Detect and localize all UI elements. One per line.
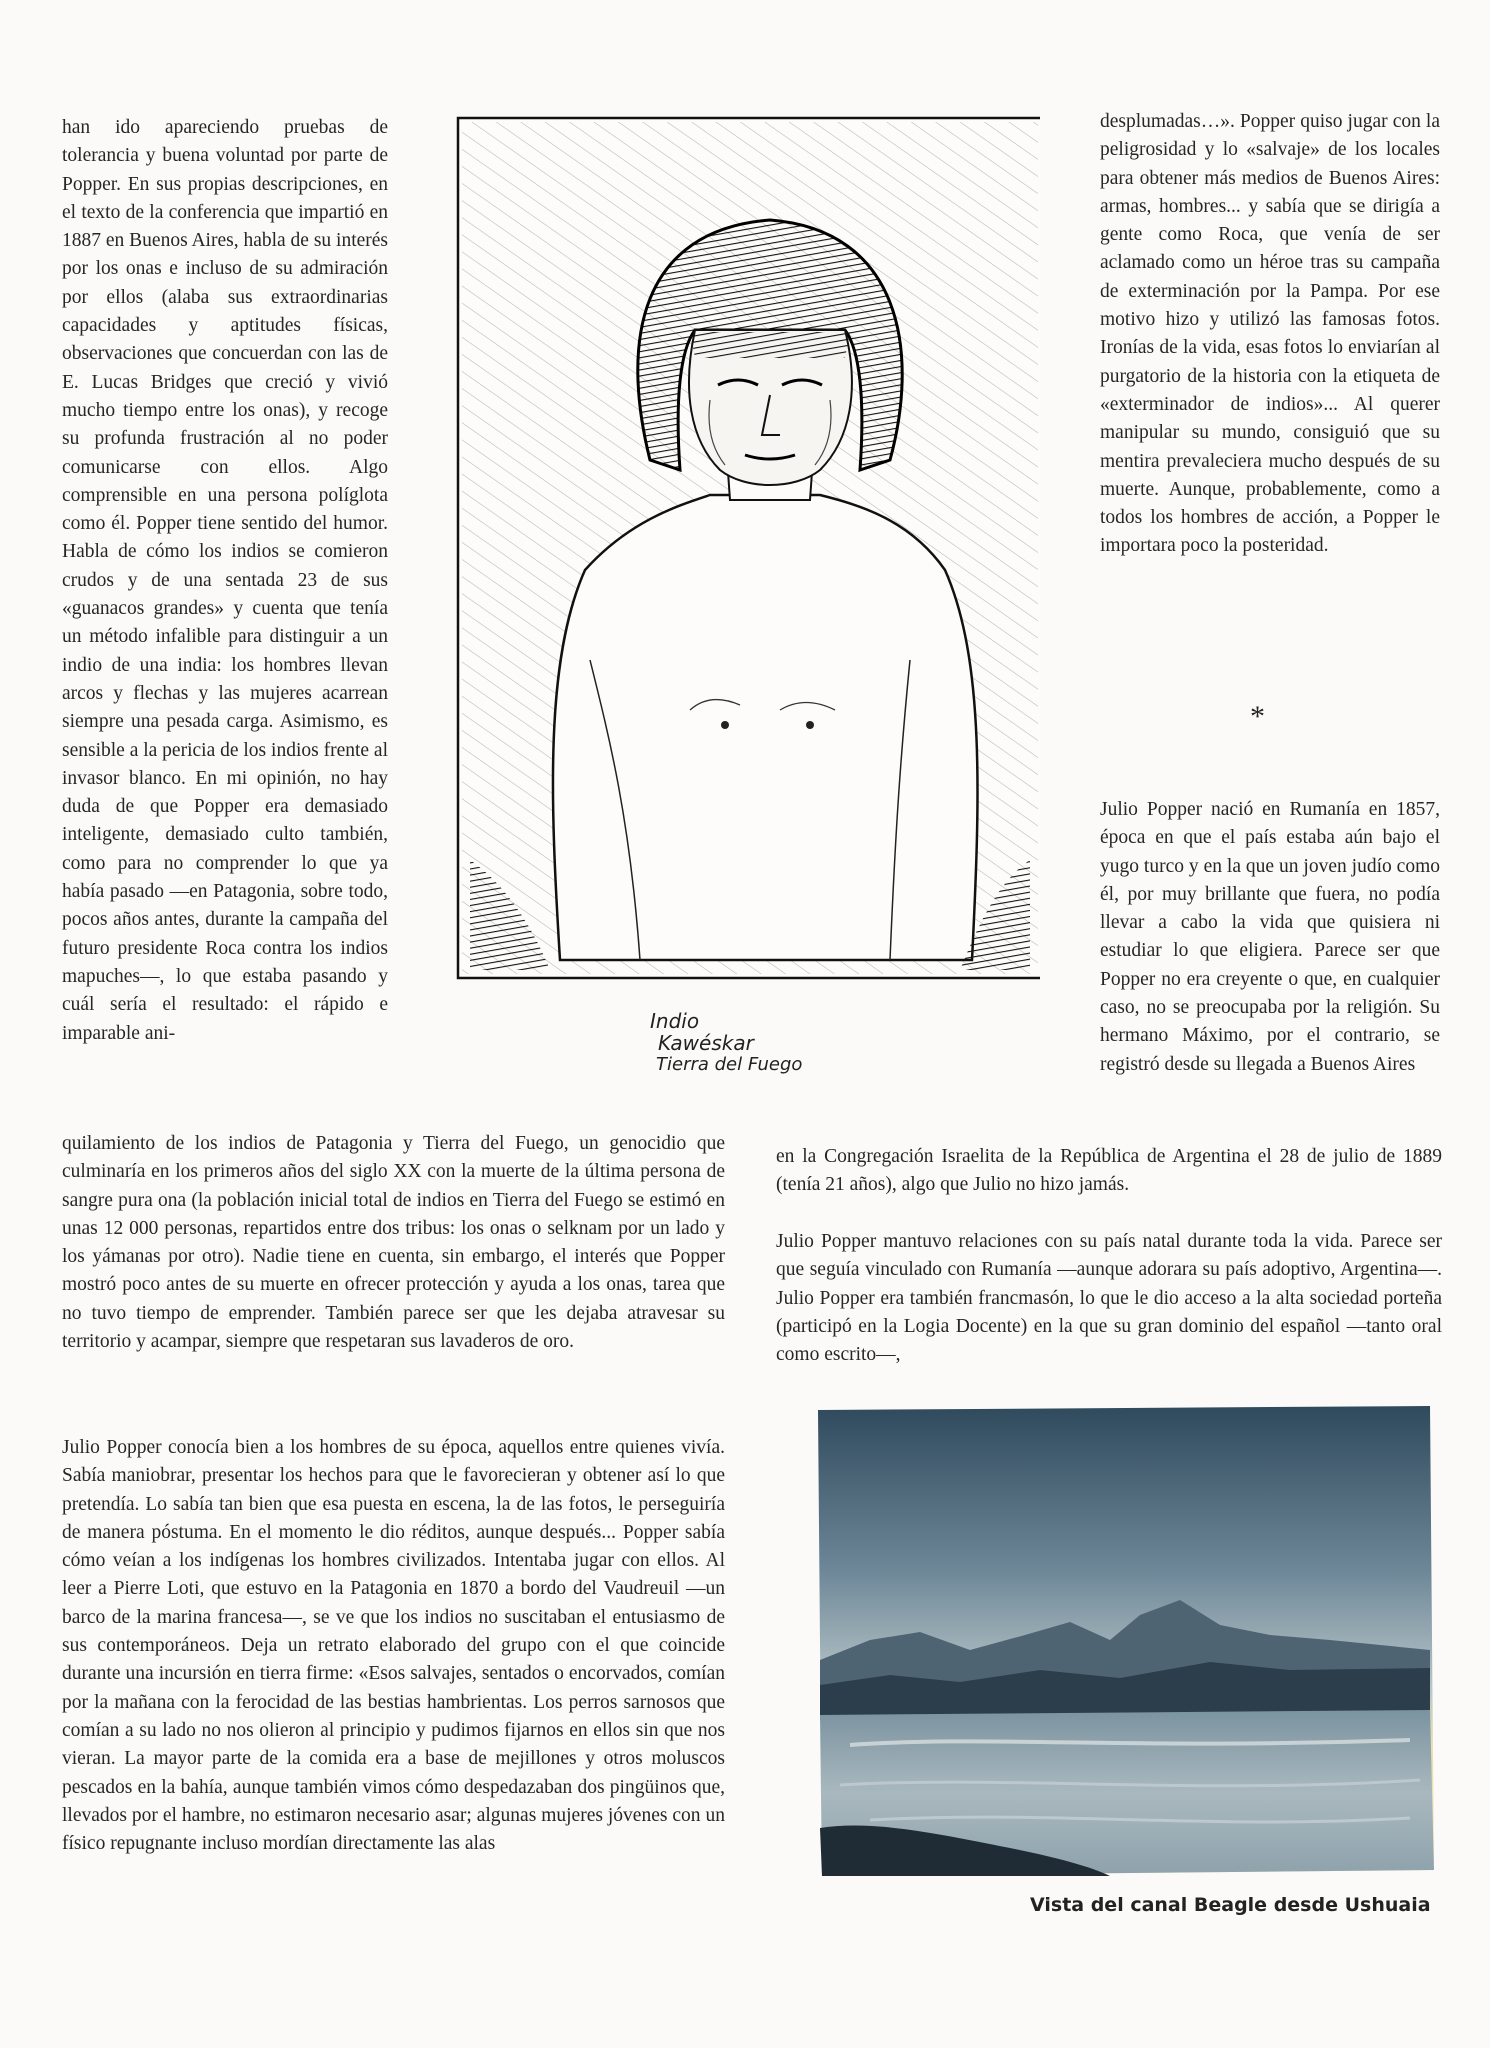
- section-separator: *: [1250, 700, 1265, 733]
- landscape-illustration: [810, 1400, 1440, 1890]
- right-wide-text-1: en la Congregación Israelita de la República de Argentina el 28 de julio de 1889 (tenía 21 años), algo que Julio no hizo jamás.: [776, 1146, 1442, 1196]
- left-wide-text-1: quilamiento de los indios de Patagonia y Tierra del Fuego, un genocidio que culminaría en los primeros años del siglo XX con la muerte de la última persona de sangre pura ona (la población inicial total de indios en Tierra del Fuego se estimó en unas 12 000 personas, repartidos entre dos tribus: los onas o selknam por un lado y los yámanas por otro). Nadie tiene en cuenta, sin embargo, el interés que Popper mostró poco antes de su muerte en ofrecer protección y ayuda a los onas, tarea que no tuvo tiempo de emprender. También parece ser que les dejaba atravesar su territorio y acampar, siempre que respetaran sus lavaderos de oro.: [62, 1133, 725, 1353]
- landscape-caption: Vista del canal Beagle desde Ushuaia: [1030, 1894, 1431, 1916]
- right-column-text-1: desplumadas…». Popper quiso jugar con la peligrosidad y lo «salvaje» de los locales para obtener más medios de Buenos Aires: armas, hombres... y sabía que se dirigía a gente como Roca, que venía de ser aclamado como un héroe tras su campaña de exterminación por la Pampa. Por ese motivo hizo y utilizó las famosas fotos. Ironías de la vida, esas fotos lo enviarían al purgatorio de la historia con la etiqueta de «exterminador de indios»... Al querer manipular su mundo, consiguió que su mentira prevaleciera mucho después de su muerte. Aunque, probablemente, como a todos los hombres de acción, a Popper le importara poco la posteridad.: [1100, 111, 1440, 557]
- right-wide-text-2: Julio Popper mantuvo relaciones con su país natal durante toda la vida. Parece ser que seguía vinculado con Rumanía —aunque adorara su país adoptivo, Argentina—. Julio Popper era también francmasón, lo que le dio acceso a la alta sociedad porteña (participó en la Logia Docente) en la que su gran dominio del español —tanto oral como escrito—,: [776, 1231, 1442, 1366]
- portrait-illustration: [440, 100, 1040, 1100]
- portrait-caption-line1: Indio: [650, 1009, 700, 1033]
- portrait-caption-line2: Kawéskar: [658, 1031, 754, 1055]
- right-column-text-2: Julio Popper nació en Rumanía en 1857, época en que el país estaba aún bajo el yugo turco y en la que un joven judío como él, por muy brillante que fuera, no podía llevar a cabo la vida que quisiera ni estudiar lo que eligiera. Parece ser que Popper no era creyente o que, en cualquier caso, no se preocupaba por la religión. Su hermano Máximo, por el contrario, se registró desde su llegada a Buenos Aires: [1100, 799, 1440, 1075]
- left-column-text: han ido apareciendo pruebas de tolerancia y buena voluntad por parte de Popper. En sus propias descripciones, en el texto de la conferencia que impartió en 1887 en Buenos Aires, habla de su interés por los onas e incluso de su admiración por ellos (alaba sus extraordinarias capacidades y aptitudes físicas, observaciones que concuerdan con las de E. Lucas Bridges que creció y vivió mucho tiempo entre los onas), y recoge su profunda frustración al no poder comunicarse con ellos. Algo comprensible en una persona políglota como él. Popper tiene sentido del humor. Habla de cómo los indios se comieron crudos y de una sentada 23 de sus «guanacos grandes» y cuenta que tenía un método infalible para distinguir a un indio de una india: los hombres llevan arcos y flechas y las mujeres acarrean siempre una pesada carga. Asimismo, es sensible a la pericia de los indios frente al invasor blanco. En mi opinión, no hay duda de que Popper era demasiado inteligente, demasiado culto también, como para no comprender lo que ya había pasado —en Patagonia, sobre todo, pocos años antes, durante la campaña del futuro presidente Roca contra los indios mapuches—, lo que estaba pasando y cuál sería el resultado: el rápido e imparable ani-: [62, 117, 389, 1044]
- portrait-caption-line3: Tierra del Fuego: [656, 1054, 803, 1075]
- portrait-caption: [648, 1010, 848, 1076]
- left-wide-text-2: Julio Popper conocía bien a los hombres de su época, aquellos entre quienes vivía. Sabía maniobrar, presentar los hechos para que le favorecieran y obtener así lo que pretendía. Lo sabía tan bien que esa puesta en escena, la de las fotos, le perseguiría de manera póstuma. En el momento le dio réditos, aunque después... Popper sabía cómo veían a los indígenas los hombres civilizados. Intentaba jugar con ellos. Al leer a Pierre Loti, que estuvo en la Patagonia en 1870 a bordo del Vaudreuil —un barco de la marina francesa—, se ve que los indios no suscitaban el entusiasmo de sus contemporáneos. Deja un retrato elaborado del grupo con el que coincide durante una incursión en tierra firme: «Esos salvajes, sentados o encorvados, comían por la mañana con la ferocidad de las bestias hambrientas. Los perros sarnosos que comían a su lado no nos olieron al principio y pudimos fijarnos en ellos sin que nos vieran. La mayor parte de la comida era a base de mejillones y otros moluscos pescados en la bahía, aunque también vimos cómo despedazaban dos pingüinos que, llevados por el hambre, no estimaron necesario asar; algunas mujeres jóvenes con un físico repugnante incluso mordían directamente las alas: [62, 1437, 725, 1855]
